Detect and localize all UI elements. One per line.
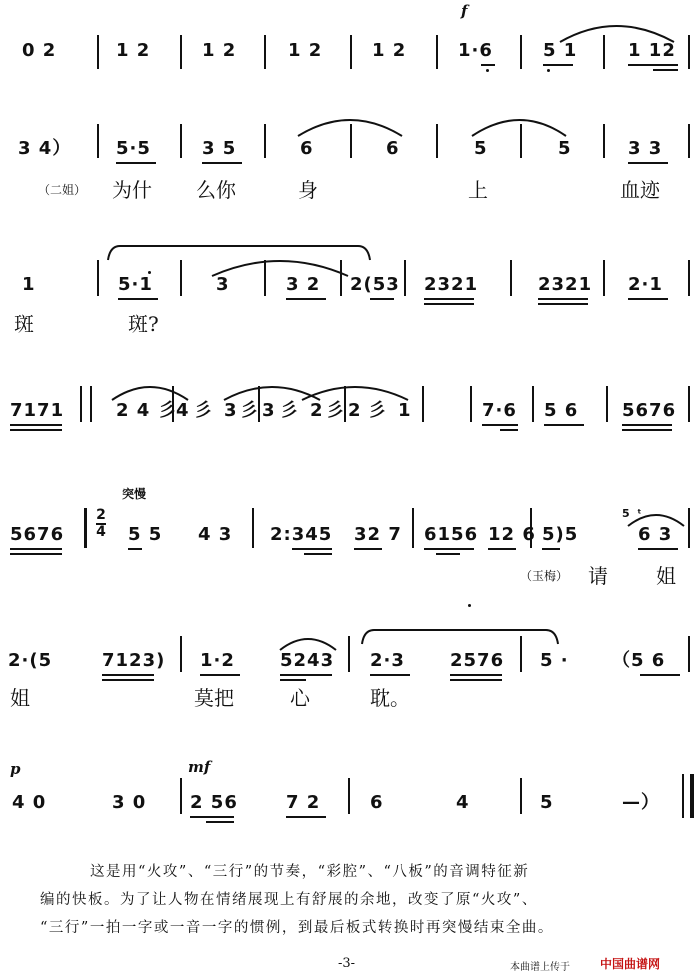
barline xyxy=(520,778,522,814)
note-group: 1 2 xyxy=(116,40,151,61)
barline xyxy=(97,124,99,158)
underline xyxy=(10,424,62,426)
dynamic-mezzo-forte: mf xyxy=(188,758,211,776)
barline xyxy=(344,386,346,422)
barline xyxy=(688,35,690,69)
underline xyxy=(370,298,394,300)
barline xyxy=(530,508,532,548)
lyric: 么你 xyxy=(196,178,236,202)
barline xyxy=(603,260,605,296)
barline xyxy=(180,636,182,672)
note-group: 2 xyxy=(348,400,362,421)
note-group: （5 6 xyxy=(612,650,666,671)
underline xyxy=(370,674,410,676)
slur xyxy=(360,624,560,646)
underline xyxy=(10,429,62,431)
barline xyxy=(688,508,690,548)
note-group: 1 2 xyxy=(372,40,407,61)
underline xyxy=(628,162,668,164)
underline xyxy=(542,548,560,550)
note-group: 5243 xyxy=(280,650,335,671)
underline xyxy=(280,679,306,681)
underline xyxy=(653,69,678,71)
underline xyxy=(200,674,240,676)
underline xyxy=(424,548,474,550)
note-group: 1·6 xyxy=(458,40,493,61)
note-group: 3 3 xyxy=(628,138,663,159)
note-group: 4 3 xyxy=(198,524,233,545)
barline xyxy=(264,124,266,158)
note-group: 1 2 xyxy=(288,40,323,61)
barline xyxy=(97,260,99,296)
barline xyxy=(350,124,352,158)
barline xyxy=(84,508,87,548)
lyric: 斑 xyxy=(14,312,34,336)
barline xyxy=(252,508,254,548)
underline xyxy=(102,674,154,676)
barline xyxy=(264,35,266,69)
octave-dot xyxy=(486,69,489,72)
lyric: 为什 xyxy=(112,178,152,202)
underline xyxy=(450,674,502,676)
note-group: 3 xyxy=(224,400,238,421)
underline xyxy=(628,64,678,66)
underline xyxy=(500,429,518,431)
note-group: 1 2 xyxy=(202,40,237,61)
note-group: 2·1 xyxy=(628,274,663,295)
underline xyxy=(481,64,495,66)
barline xyxy=(688,636,690,672)
barline xyxy=(80,386,82,422)
barline xyxy=(348,778,350,814)
barline xyxy=(180,778,182,814)
dynamic-piano: p xyxy=(10,760,21,778)
underline xyxy=(538,298,588,300)
lyric: 身 xyxy=(298,178,318,202)
singer-label: （玉梅） xyxy=(520,569,569,583)
barline xyxy=(348,636,350,672)
underline xyxy=(450,679,502,681)
lyric: 血迹 xyxy=(620,178,660,202)
note-group: 2 56 xyxy=(190,792,238,813)
note-group: 5)5 xyxy=(542,524,579,545)
tremolo-mark: 彡 xyxy=(368,400,387,421)
note-group: 6156 xyxy=(424,524,479,545)
note-group: 4 xyxy=(176,400,190,421)
lyric: 姐 xyxy=(10,686,30,710)
barline xyxy=(606,386,608,422)
note-group: 5 5 xyxy=(128,524,163,545)
underline xyxy=(538,303,588,305)
lyric: 上 xyxy=(468,178,488,202)
barline xyxy=(436,124,438,158)
note-group: 6 xyxy=(300,138,314,159)
barline xyxy=(688,386,690,422)
barline xyxy=(404,260,406,296)
stray-dot xyxy=(468,604,471,607)
underline xyxy=(128,548,142,550)
note-group: 2:345 xyxy=(270,524,333,545)
barline xyxy=(172,386,174,422)
note-group: 1 xyxy=(22,274,36,295)
note-group: 5·5 xyxy=(116,138,151,159)
note-group: 5676 xyxy=(10,524,65,545)
barline xyxy=(510,260,512,296)
octave-dot xyxy=(547,69,550,72)
tremolo-mark: 彡 xyxy=(326,400,345,421)
note-group: 7171 xyxy=(10,400,65,421)
octave-dot xyxy=(148,271,151,274)
note-group: 2 xyxy=(310,400,324,421)
note-group: 2·3 xyxy=(370,650,405,671)
note-group: 3 xyxy=(262,400,276,421)
underline xyxy=(286,816,326,818)
time-signature xyxy=(96,508,106,540)
barline xyxy=(412,508,414,548)
underline xyxy=(436,553,460,555)
barline xyxy=(180,124,182,158)
underline xyxy=(292,548,332,550)
underline xyxy=(640,674,680,676)
underline xyxy=(102,679,154,681)
note-group: 32 7 xyxy=(354,524,402,545)
tremolo-mark: 彡 xyxy=(158,400,177,421)
underline xyxy=(488,548,516,550)
underline xyxy=(116,162,156,164)
note-group: 5 xyxy=(540,792,554,813)
underline xyxy=(424,303,474,305)
barline xyxy=(180,260,182,296)
barline xyxy=(688,124,690,158)
note-group: 4 0 xyxy=(12,792,47,813)
barline xyxy=(603,124,605,158)
underline xyxy=(354,548,382,550)
barline xyxy=(682,774,684,818)
note-group: 1 12 xyxy=(628,40,676,61)
underline xyxy=(190,816,234,818)
note-group: 2 4 xyxy=(116,400,151,421)
barline xyxy=(258,386,260,422)
grace-note: 5 ᵗ xyxy=(622,507,643,520)
barline xyxy=(520,636,522,672)
lyric: 姐 xyxy=(656,564,676,588)
barline xyxy=(436,35,438,69)
note-group: 3 4） xyxy=(18,138,72,159)
note-group: 5·1 xyxy=(118,274,153,295)
note-group: 6 xyxy=(386,138,400,159)
barline xyxy=(520,124,522,158)
note-group: 2·(5 xyxy=(8,650,53,671)
description-line: 编的快板。为了让人物在情绪展现上有舒展的余地，改变了原“火攻”、 xyxy=(40,892,538,908)
underline xyxy=(482,424,518,426)
note-group: 0 2 xyxy=(22,40,57,61)
note-group: 3 0 xyxy=(112,792,147,813)
time-signature-top: 2 xyxy=(96,507,106,523)
lyric: 心 xyxy=(290,686,310,710)
underline xyxy=(206,821,234,823)
note-group: 12 6 xyxy=(488,524,536,545)
note-group: 2321 xyxy=(538,274,593,295)
barline xyxy=(532,386,534,422)
note-group: 2(53 xyxy=(350,274,400,295)
barline xyxy=(97,35,99,69)
lyric: 请 xyxy=(588,564,608,588)
singer-label: （二姐） xyxy=(38,183,87,197)
barline xyxy=(90,386,92,422)
note-group: 3 xyxy=(216,274,230,295)
tremolo-mark: 彡 xyxy=(280,400,299,421)
underline xyxy=(622,429,672,431)
tempo-mark: 突慢 xyxy=(122,487,147,501)
note-group: 7123) xyxy=(102,650,166,671)
barline xyxy=(603,35,605,69)
underline xyxy=(286,298,326,300)
underline xyxy=(424,298,474,300)
dynamic-forte: f xyxy=(461,2,468,20)
barline xyxy=(264,260,266,296)
barline xyxy=(470,386,472,422)
lyric: 耽。 xyxy=(370,686,410,710)
underline xyxy=(638,548,678,550)
slur xyxy=(278,632,338,652)
note-group: 1·2 xyxy=(200,650,235,671)
barline xyxy=(350,35,352,69)
note-group: 6 xyxy=(370,792,384,813)
note-group: 5 xyxy=(474,138,488,159)
underline xyxy=(622,424,672,426)
note-group: 3 2 xyxy=(286,274,321,295)
note-group: 4 xyxy=(456,792,470,813)
note-group: 7 2 xyxy=(286,792,321,813)
underline xyxy=(118,298,158,300)
underline xyxy=(304,553,332,555)
site-logo[interactable]: 中国曲谱网 xyxy=(600,957,661,971)
lyric: 莫把 xyxy=(194,686,234,710)
note-group: 5 6 xyxy=(544,400,579,421)
underline xyxy=(544,424,584,426)
tremolo-mark: 彡 xyxy=(240,400,259,421)
barline xyxy=(340,260,342,296)
underline xyxy=(628,298,668,300)
underline xyxy=(280,674,332,676)
underline xyxy=(543,64,573,66)
underline xyxy=(202,162,242,164)
note-group: 2321 xyxy=(424,274,479,295)
note-group: 5 1 xyxy=(543,40,578,61)
note-group: —） xyxy=(622,792,660,813)
slur xyxy=(300,380,410,402)
note-group: 5 · xyxy=(540,650,569,671)
lyric: 斑? xyxy=(128,312,159,336)
slur xyxy=(110,380,190,402)
footer-text: 本曲谱上传于 xyxy=(510,962,570,973)
description xyxy=(40,858,670,942)
underline xyxy=(10,548,62,550)
page-number: -3- xyxy=(338,956,356,971)
description-line: 这是用“火攻”、“三行”的节奏，“彩腔”、“八板”的音调特征新 xyxy=(90,864,530,880)
barline xyxy=(520,35,522,69)
note-group: 3 5 xyxy=(202,138,237,159)
note-group: 1 xyxy=(398,400,412,421)
note-group: 7·6 xyxy=(482,400,517,421)
slur xyxy=(210,256,350,278)
note-group: 2576 xyxy=(450,650,505,671)
time-signature-bottom: 4 xyxy=(96,524,106,540)
description-line: “三行”一拍一字或一音一字的惯例，到最后板式转换时再突慢结束全曲。 xyxy=(40,920,554,936)
note-group: 5 xyxy=(558,138,572,159)
final-barline xyxy=(690,774,694,818)
barline xyxy=(422,386,424,422)
tremolo-mark: 彡 xyxy=(194,400,213,421)
note-group: 5676 xyxy=(622,400,677,421)
note-group: 6 3 xyxy=(638,524,673,545)
barline xyxy=(180,35,182,69)
barline xyxy=(688,260,690,296)
underline xyxy=(10,553,62,555)
